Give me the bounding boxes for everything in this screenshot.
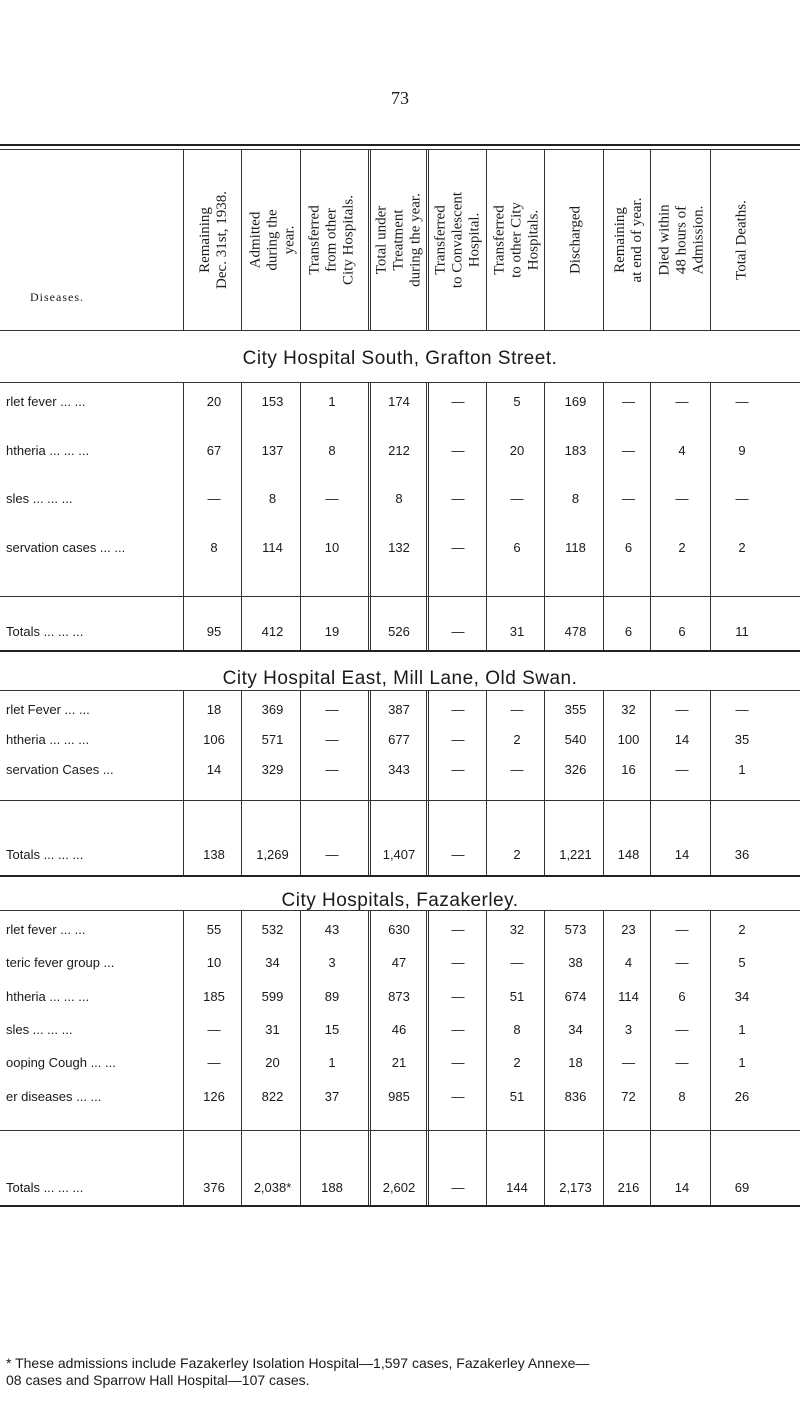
table-cell: 19 [324,624,340,639]
table-cell: 343 [388,762,410,777]
column-header-3 [302,150,362,330]
table-cell: — [451,989,465,1004]
table-cell: 2 [678,540,686,555]
column-header-5 [428,150,488,330]
table-cell: — [451,394,465,409]
table-cell: 34 [734,989,750,1004]
header-column-divider [368,150,371,330]
table-cell: 23 [621,922,636,937]
table-cell: — [675,702,689,717]
column-divider [183,382,184,650]
row-label: Totals ... ... ... [6,1180,84,1195]
table-cell: 412 [261,624,284,639]
column-header-label: Transferred to other City Hospitals. [491,202,542,278]
table-cell: 630 [388,922,410,937]
column-header-label: Admitted during the year. [247,209,297,271]
table-cell: 329 [261,762,284,777]
column-header-2 [243,150,302,330]
table-cell: — [451,762,465,777]
table-cell: 6 [678,989,686,1004]
table-cell: — [451,847,465,862]
table-cell: 6 [624,624,633,639]
section-rule [0,690,800,691]
table-row [0,392,800,414]
table-cell: 2 [513,847,521,862]
top-rule [0,144,800,146]
table-cell: 1 [328,394,336,409]
table-cell: 106 [203,732,225,747]
column-header-4 [370,150,428,330]
page-number: 73 [391,88,409,108]
diseases-header: Diseases. [30,290,84,304]
row-label: ooping Cough ... ... [6,1055,116,1070]
table-cell: 20 [265,1055,280,1070]
table-cell: 4 [624,955,633,970]
table-cell: — [675,762,689,777]
table-cell: 6 [678,624,686,639]
header-column-divider [486,150,487,330]
section-title: City Hospital East, Mill Lane, Old Swan. [222,668,578,689]
table-cell: 2 [738,922,746,937]
table-cell: 126 [203,1089,225,1104]
table-cell: — [675,1022,689,1037]
table-row [0,1087,800,1109]
table-cell: — [675,394,689,409]
table-cell: — [325,762,339,777]
table-cell: — [325,732,339,747]
table-cell: 8 [268,491,277,506]
table-cell: 2,173 [559,1180,592,1195]
table-row [0,730,800,752]
table-cell: 34 [568,1022,583,1037]
table-cell: 6 [624,540,633,555]
table-cell: — [510,702,524,717]
table-cell: — [675,955,689,970]
table-cell: — [325,847,339,862]
header-column-divider [710,150,711,330]
table-cell: 18 [568,1055,583,1070]
table-cell: — [735,491,749,506]
table-cell: 37 [324,1089,340,1104]
column-header-1 [185,150,243,330]
table-cell: 677 [388,732,410,747]
column-divider [300,382,301,650]
header-column-divider [183,150,184,330]
table-cell: 69 [734,1180,750,1195]
table-cell: 8 [210,540,218,555]
table-cell: 32 [509,922,525,937]
header-column-divider [300,150,301,330]
column-header-8 [605,150,652,330]
table-cell: 873 [388,989,410,1004]
table-cell: 16 [621,762,636,777]
row-label: htheria ... ... ... [6,732,90,747]
table-cell: 2 [738,540,746,555]
row-label: Totals ... ... ... [6,847,84,862]
table-cell: 216 [617,1180,640,1195]
table-cell: 10 [324,540,340,555]
table-cell: — [451,732,465,747]
row-label: htheria ... ... ... [6,989,90,1004]
table-cell: 212 [388,443,410,458]
column-header-label: Remaining at end of year. [611,197,645,283]
table-cell: 1,221 [559,847,592,862]
totals-row [0,845,800,867]
table-cell: 20 [509,443,525,458]
column-divider [603,382,604,650]
table-cell: — [735,394,749,409]
table-cell: 188 [321,1180,343,1195]
table-cell: 148 [617,847,640,862]
table-cell: 114 [618,989,639,1004]
table-cell: 2,602 [382,1180,416,1195]
table-cell: 2,038* [253,1180,292,1195]
column-divider [486,382,487,650]
table-row [0,538,800,560]
table-row [0,760,800,782]
table-cell: 836 [564,1089,587,1104]
table-cell: 95 [206,624,222,639]
totals-rule [0,1130,800,1131]
table-cell: 183 [564,443,587,458]
section-title: City Hospitals, Fazakerley. [281,890,519,911]
table-cell: 8 [328,443,336,458]
column-header-label: Transferred from other City Hospitals. [306,195,357,286]
table-cell: 118 [565,540,586,555]
column-header-7 [546,150,605,330]
header-column-divider [603,150,604,330]
table-cell: 72 [621,1089,636,1104]
section-rule [0,382,800,383]
footnote: * These admissions include Fazakerley Isolation Hospital—1,597 cases, Fazakerley Annexe— 08 cases and Sparrow Hall Hospital—107 cases. [6,1355,590,1388]
table-cell: 14 [674,847,690,862]
section-rule [0,910,800,911]
table-cell: 1 [738,1055,746,1070]
table-row [0,700,800,722]
section-bottom-rule [0,875,800,877]
table-cell: 2 [513,732,521,747]
table-cell: 571 [261,732,284,747]
column-divider [368,382,371,650]
table-cell: 51 [509,989,525,1004]
column-divider [650,382,651,650]
row-label: htheria ... ... ... [6,443,90,458]
table-cell: 6 [513,540,521,555]
table-cell: — [451,955,465,970]
table-cell: 5 [738,955,746,970]
table-cell: — [622,1055,635,1070]
table-cell: — [451,702,465,717]
row-label: rlet fever ... ... [6,394,86,409]
table-cell: 5 [513,394,521,409]
table-cell: — [622,443,635,458]
table-cell: 38 [568,955,583,970]
column-header-label: Total under Treatment during the year. [373,193,424,287]
table-cell: 369 [261,702,284,717]
table-cell: 132 [388,540,410,555]
column-header-10 [712,150,772,330]
table-cell: 89 [324,989,340,1004]
row-label: er diseases ... ... [6,1089,102,1104]
table-cell: 47 [391,955,407,970]
table-cell: 376 [203,1180,225,1195]
table-cell: 387 [388,702,410,717]
table-cell: 153 [261,394,284,409]
section-bottom-rule [0,650,800,652]
table-cell: — [622,491,635,506]
column-divider [710,382,711,650]
table-cell: — [451,443,465,458]
table-cell: 2 [513,1055,521,1070]
column-header-9 [652,150,712,330]
table-cell: 3 [624,1022,633,1037]
table-cell: 4 [678,443,686,458]
row-label: servation cases ... ... [6,540,126,555]
table-cell: 20 [206,394,222,409]
table-cell: 526 [388,624,410,639]
table-cell: — [675,1055,689,1070]
table-cell: 26 [734,1089,750,1104]
table-cell: — [451,1022,465,1037]
table-cell: 100 [617,732,640,747]
table-cell: — [451,1180,465,1195]
table-cell: 674 [564,989,587,1004]
table-cell: — [622,394,635,409]
table-cell: — [510,491,524,506]
table-cell: — [207,1022,221,1037]
column-header-label: Total Deaths. [733,200,750,280]
table-cell: 540 [564,732,587,747]
table-cell: 169 [564,394,587,409]
table-cell: — [325,702,339,717]
table-cell: 822 [261,1089,284,1104]
table-cell: 51 [509,1089,525,1104]
table-cell: 14 [674,732,690,747]
table-cell: 10 [206,955,222,970]
table-cell: 114 [262,540,283,555]
column-header-label: Died within 48 hours of Admission. [656,204,707,276]
table-cell: — [510,762,524,777]
table-cell: 8 [678,1089,686,1104]
column-divider [241,382,242,650]
row-label: servation Cases ... [6,762,114,777]
table-cell: 8 [571,491,580,506]
table-cell: 55 [206,922,222,937]
table-cell: 15 [324,1022,340,1037]
table-row [0,1053,800,1075]
table-cell: 18 [206,702,222,717]
row-label: teric fever group ... [6,955,115,970]
table-cell: 355 [564,702,587,717]
table-cell: 144 [506,1180,528,1195]
table-row [0,987,800,1009]
row-label: sles ... ... ... [6,1022,73,1037]
table-row [0,953,800,975]
table-cell: 1 [738,762,746,777]
table-cell: 3 [328,955,336,970]
table-cell: — [451,1055,465,1070]
table-cell: 31 [265,1022,280,1037]
table-cell: 1 [328,1055,336,1070]
table-row [0,489,800,511]
table-cell: 1,407 [382,847,416,862]
table-cell: 31 [509,624,525,639]
table-cell: 174 [388,394,410,409]
section-bottom-rule [0,1205,800,1207]
column-divider [426,382,429,650]
column-header-label: Remaining Dec. 31st, 1938. [197,191,230,289]
table-cell: 35 [734,732,750,747]
table-cell: 599 [261,989,284,1004]
row-label: rlet fever ... ... [6,922,86,937]
table-cell: 67 [206,443,222,458]
totals-rule [0,800,800,801]
table-cell: 1,269 [256,847,289,862]
table-cell: 9 [738,443,746,458]
table-cell: — [207,491,221,506]
section-title: City Hospital South, Grafton Street. [242,348,558,369]
table-cell: 478 [564,624,587,639]
table-row [0,920,800,942]
column-header-6 [488,150,546,330]
header-column-divider [426,150,429,330]
totals-row [0,1178,800,1200]
table-cell: 8 [395,491,403,506]
table-cell: — [675,922,689,937]
table-cell: 326 [564,762,587,777]
header-column-divider [650,150,651,330]
row-label: rlet Fever ... ... [6,702,90,717]
table-row [0,1020,800,1042]
table-cell: 11 [735,624,749,639]
table-cell: — [675,491,689,506]
table-cell: 1 [738,1022,746,1037]
table-cell: — [451,1089,465,1104]
table-cell: 985 [388,1089,410,1104]
table-cell: — [510,955,524,970]
table-cell: 14 [674,1180,690,1195]
table-cell: 14 [206,762,222,777]
column-header-label: Discharged [567,205,583,275]
column-divider [544,382,545,650]
totals-rule [0,596,800,597]
table-cell: — [735,702,749,717]
totals-row [0,622,800,644]
table-cell: 46 [391,1022,407,1037]
table-cell: — [325,491,339,506]
table-cell: — [451,491,465,506]
table-row [0,441,800,463]
table-cell: 8 [513,1022,521,1037]
header-column-divider [544,150,545,330]
table-cell: 532 [261,922,284,937]
row-label: sles ... ... ... [6,491,73,506]
table-cell: 32 [621,702,636,717]
table-cell: 138 [203,847,225,862]
table-cell: 36 [734,847,750,862]
table-cell: 43 [324,922,340,937]
table-cell: — [207,1055,221,1070]
table-cell: — [451,922,465,937]
table-cell: 185 [203,989,225,1004]
table-cell: 21 [391,1055,407,1070]
column-header-label: Transferred to Convalescent Hospital. [432,191,483,289]
table-cell: — [451,540,465,555]
header-rule [0,330,800,331]
table-cell: 137 [261,443,284,458]
row-label: Totals ... ... ... [6,624,84,639]
table-cell: 573 [564,922,587,937]
table-cell: 34 [265,955,280,970]
header-column-divider [241,150,242,330]
table-cell: — [451,624,465,639]
